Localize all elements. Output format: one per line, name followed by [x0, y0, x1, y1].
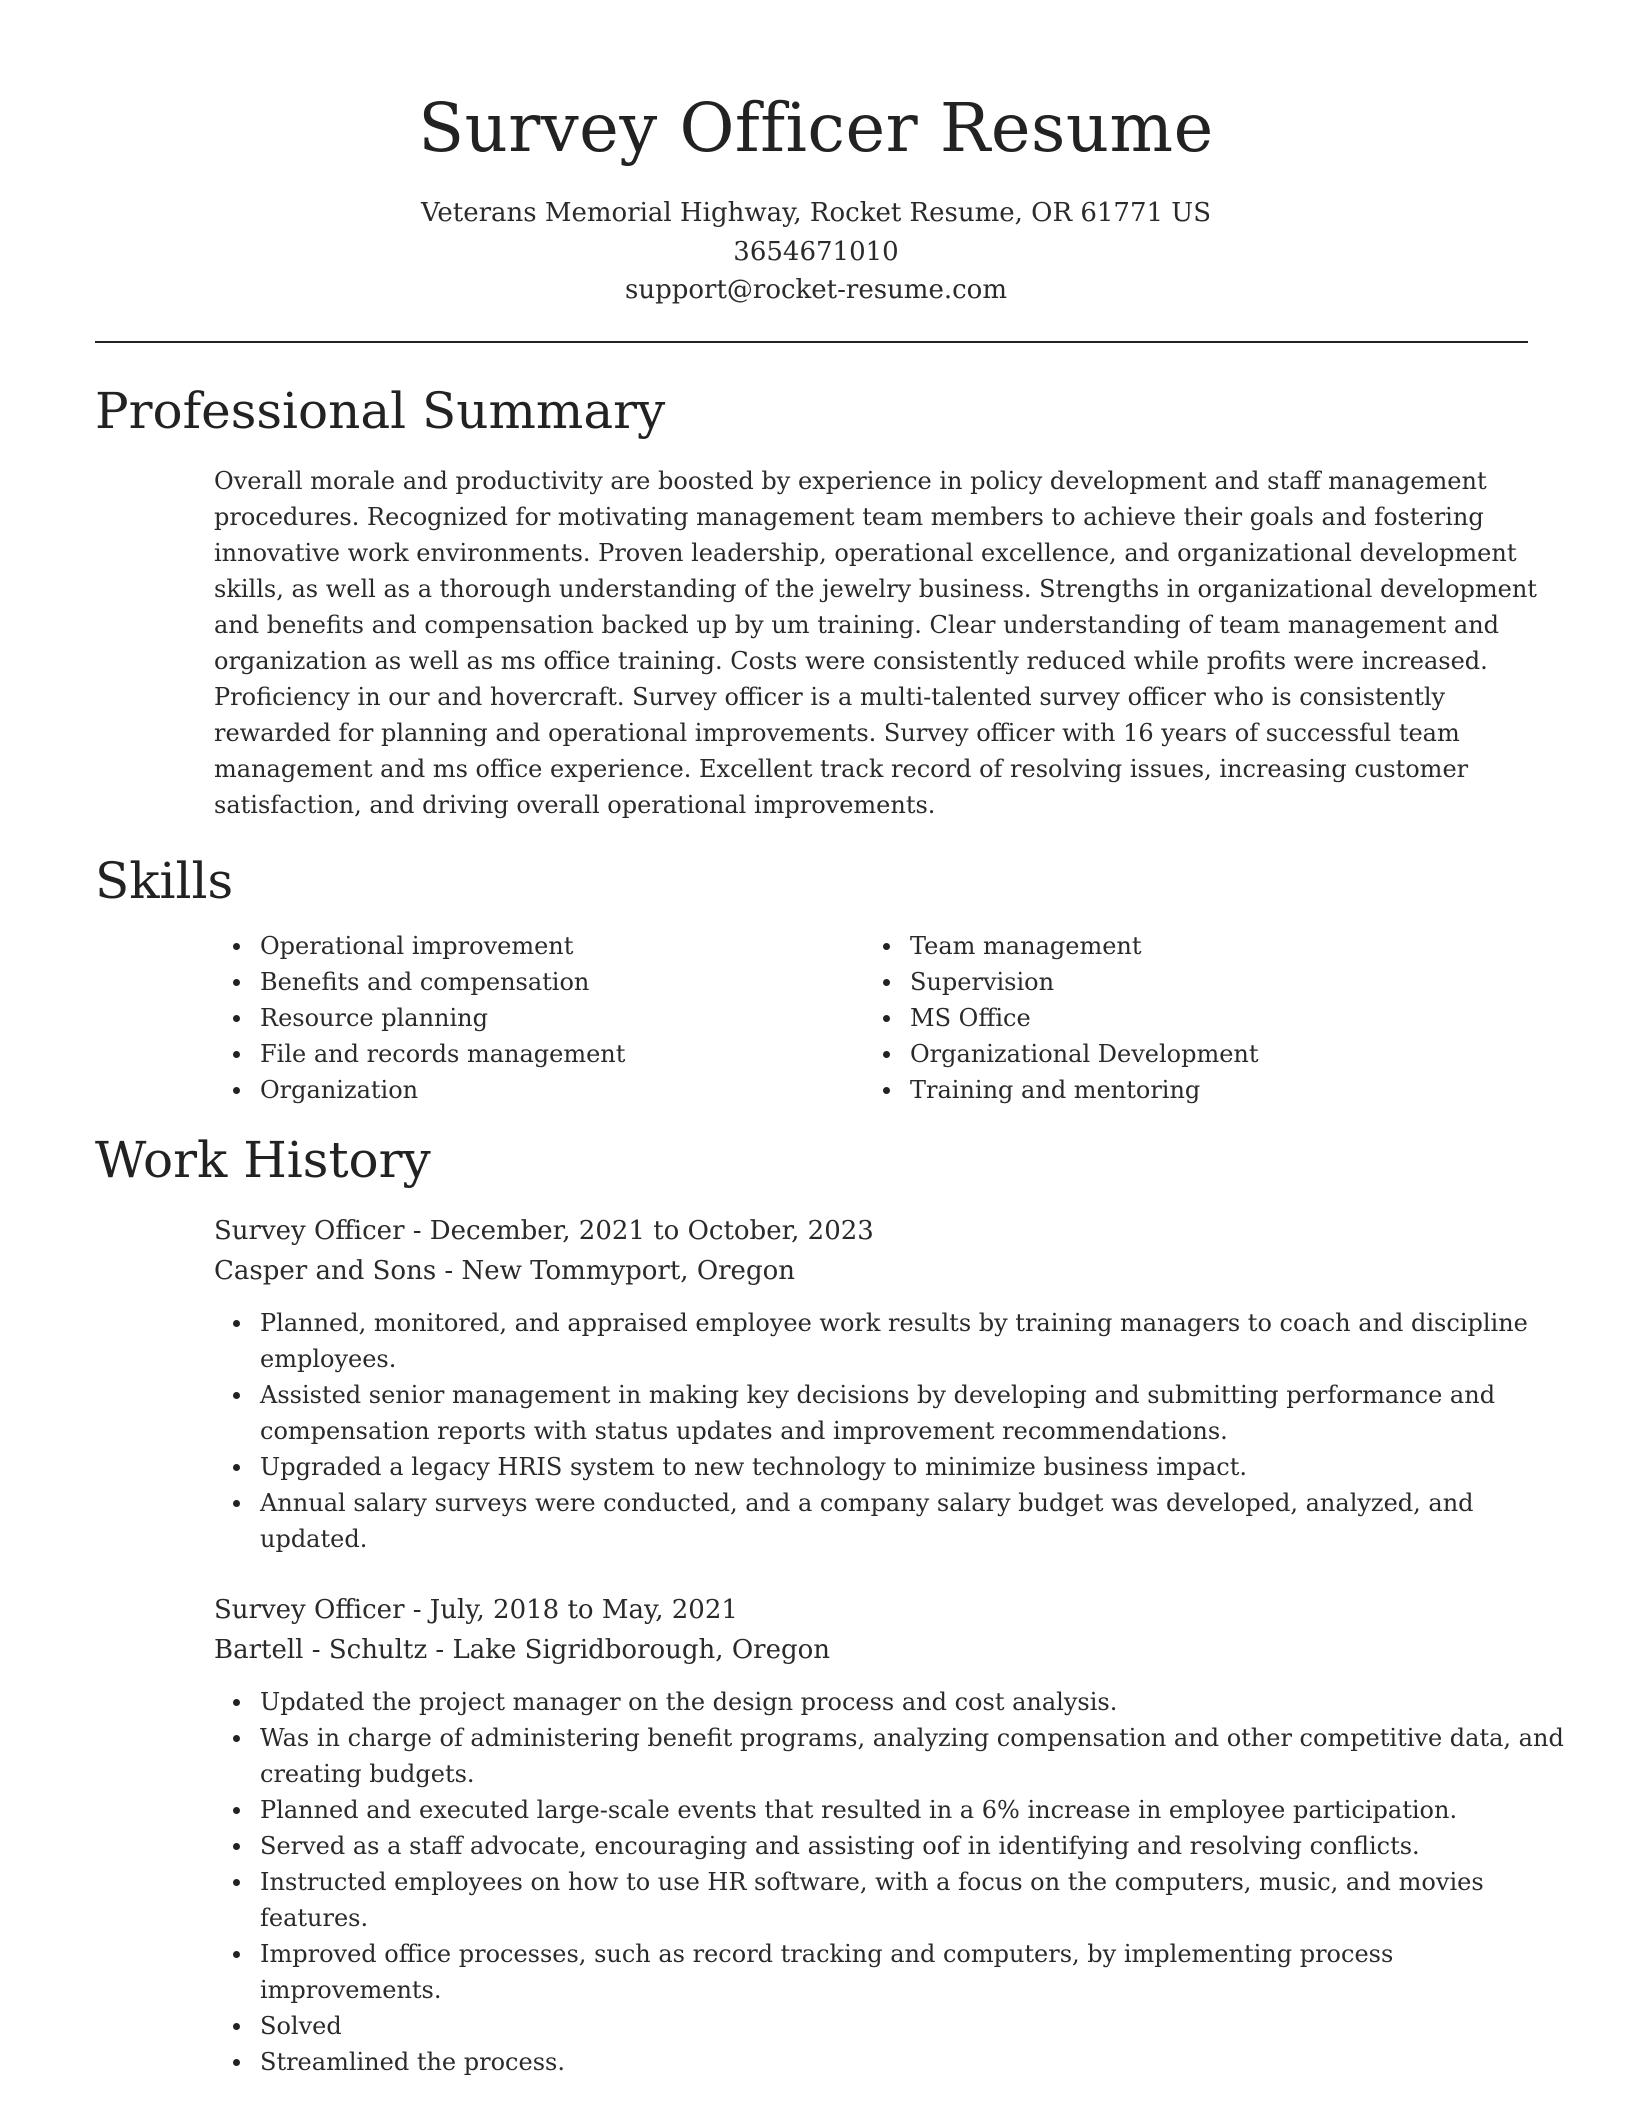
- job-bullet-line: Streamlined the process.: [260, 2048, 565, 2076]
- skills-list-left: [216, 928, 625, 1108]
- header-divider: [95, 341, 1528, 343]
- skill-item: Operational improvement: [216, 928, 625, 964]
- job-bullet-line: Annual salary surveys were conducted, and a company salary budget was developed, analyzed, and: [260, 1489, 1474, 1517]
- job-bullet: [216, 1864, 1564, 1936]
- job-bullet-line: improvements.: [260, 1976, 442, 2004]
- skill-item: Supervision: [866, 964, 1259, 1000]
- summary-heading: Professional Summary: [95, 382, 666, 440]
- summary-line: Overall morale and productivity are boosted by experience in policy development and staff management: [214, 467, 1487, 495]
- contact-email: support@rocket-resume.com: [624, 275, 1007, 305]
- job-bullet: [216, 1377, 1528, 1449]
- job-bullet-line: Upgraded a legacy HRIS system to new technology to minimize business impact.: [260, 1453, 1248, 1481]
- work-heading: Work History: [95, 1131, 431, 1189]
- job-title-line: Survey Officer - July, 2018 to May, 2021: [214, 1595, 738, 1625]
- job-bullet-line: Solved: [260, 2012, 342, 2040]
- summary-text: [214, 463, 1537, 823]
- job-bullets: [216, 1305, 1528, 1557]
- job-bullet-line: features.: [260, 1904, 369, 1932]
- contact-address: Veterans Memorial Highway, Rocket Resume, OR 61771 US: [420, 198, 1212, 228]
- skill-item: Resource planning: [216, 1000, 625, 1036]
- job-bullet-line: Planned and executed large-scale events that resulted in a 6% increase in employee participation.: [260, 1796, 1458, 1824]
- job-company-line: Casper and Sons - New Tommyport, Oregon: [214, 1256, 795, 1286]
- job-bullet-line: creating budgets.: [260, 1760, 475, 1788]
- skill-item: Organizational Development: [866, 1036, 1259, 1072]
- summary-line: organization as well as ms office training. Costs were consistently reduced while profits were increased.: [214, 647, 1488, 675]
- skills-heading: Skills: [95, 852, 234, 910]
- skills-list-right: [866, 928, 1259, 1108]
- job-bullet: [216, 1720, 1564, 1792]
- job-bullet: [216, 1305, 1528, 1377]
- job-bullet-line: Was in charge of administering benefit programs, analyzing compensation and other competitive data, and: [260, 1724, 1564, 1752]
- summary-line: innovative work environments. Proven leadership, operational excellence, and organizational development: [214, 539, 1517, 567]
- job-bullet-line: Served as a staff advocate, encouraging and assisting oof in identifying and resolving conflicts.: [260, 1832, 1420, 1860]
- job-bullet-line: compensation reports with status updates and improvement recommendations.: [260, 1417, 1228, 1445]
- summary-line: Proficiency in our and hovercraft. Survey officer is a multi-talented survey officer who is consistently: [214, 683, 1446, 711]
- skill-item: Organization: [216, 1072, 625, 1108]
- contact-info: [0, 194, 1632, 310]
- job-bullet-line: Improved office processes, such as record tracking and computers, by implementing process: [260, 1940, 1394, 1968]
- summary-line: rewarded for planning and operational improvements. Survey officer with 16 years of successful team: [214, 719, 1460, 747]
- job-bullet: [216, 2008, 1564, 2044]
- summary-line: management and ms office experience. Excellent track record of resolving issues, increasing customer: [214, 755, 1469, 783]
- skill-item: Training and mentoring: [866, 1072, 1259, 1108]
- job-bullet: [216, 1485, 1528, 1557]
- job-bullet-line: Assisted senior management in making key decisions by developing and submitting performance and: [260, 1381, 1496, 1409]
- skill-item: Team management: [866, 928, 1259, 964]
- contact-phone: 3654671010: [733, 236, 899, 267]
- skill-item: MS Office: [866, 1000, 1259, 1036]
- summary-line: and benefits and compensation backed up by um training. Clear understanding of team management and: [214, 611, 1500, 639]
- job-bullet: [216, 1684, 1564, 1720]
- job-title-line: Survey Officer - December, 2021 to October, 2023: [214, 1216, 874, 1246]
- skill-item: File and records management: [216, 1036, 625, 1072]
- job-company-line: Bartell - Schultz - Lake Sigridborough, Oregon: [214, 1635, 831, 1665]
- summary-line: skills, as well as a thorough understanding of the jewelry business. Strengths in organizational development: [214, 575, 1537, 603]
- job-bullet-line: Updated the project manager on the design process and cost analysis.: [260, 1688, 1118, 1716]
- skill-item: Benefits and compensation: [216, 964, 625, 1000]
- job-bullet-line: employees.: [260, 1345, 397, 1373]
- job-bullet: [216, 1936, 1564, 2008]
- job-bullet: [216, 1792, 1564, 1828]
- summary-line: satisfaction, and driving overall operational improvements.: [214, 791, 936, 819]
- job-bullet-line: Planned, monitored, and appraised employee work results by training managers to coach and discipline: [260, 1309, 1528, 1337]
- job-bullet: [216, 1449, 1528, 1485]
- job-bullets: [216, 1684, 1564, 2080]
- job-bullet: [216, 1828, 1564, 1864]
- job-bullet-line: updated.: [260, 1525, 368, 1553]
- job-bullet: [216, 2044, 1564, 2080]
- summary-line: procedures. Recognized for motivating management team members to achieve their goals and fostering: [214, 503, 1484, 531]
- resume-title: Survey Officer Resume: [418, 89, 1214, 167]
- job-bullet-line: Instructed employees on how to use HR software, with a focus on the computers, music, and movies: [260, 1868, 1484, 1896]
